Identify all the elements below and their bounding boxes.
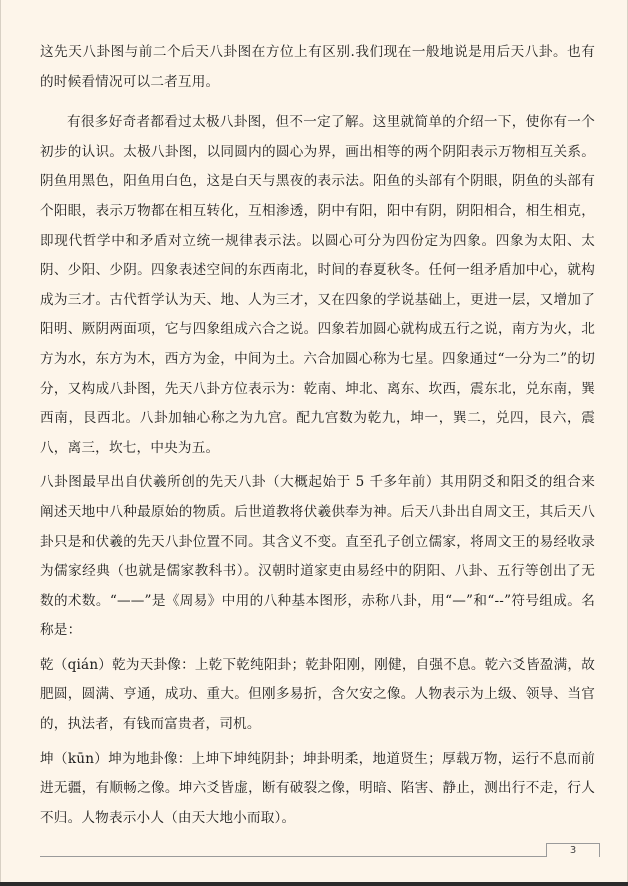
paragraph-kun: 坤（kūn）坤为地卦像：上坤下坤纯阴卦；坤卦明柔，地道贤生；厚载万物，运行不息而前进无疆，有顺畅之像。坤六爻皆虚，断有破裂之像，明暗、陷害、静止，测出行不走，行人不归。人物表示小人（由天大地小而取）。: [40, 750, 595, 826]
page-bottom-edge: [0, 882, 628, 886]
paragraph-bagua-origin: 八卦图最早出自伏羲所创的先天八卦（大概起始于 5 千多年前）其用阴爻和阳爻的组合来阐述天地中八种最原始的物质。后世道教将伏羲供奉为神。后天八卦出自周文王，其后天八卦只是和伏羲的先天八卦位置不同。其含义不变。直至孔子创立儒家，将周文王的易经收录为儒家经典（也就是儒家教科书）。汉朝时道家吏由易经中的阴阳、八卦、五行等创出了无数的术数。“——”是《周易》中用的八种基本图形，赤称八卦，用“—”和“--”符号组成。名称是：: [40, 474, 595, 639]
footer-rule: [40, 856, 600, 857]
paragraph-qian: 乾（qián）乾为天卦像：上乾下乾纯阳卦；乾卦阳刚，刚健，自强不息。乾六爻皆盈满，故肥圆，圆满、亨通，成功、重大。但刚多易折，含欠安之像。人物表示为上级、领导、当官的，执法者，有钱而富贵者，司机。: [40, 656, 595, 733]
paragraph-taiji: 有很多好奇者都看过太极八卦图，但不一定了解。这里就简单的介绍一下，使你有一个初步的认识。太极八卦图，以同圆内的圆心为界，画出相等的两个阴阳表示万物相互关系。阴鱼用黑色，阳鱼用白色，这是白天与黑夜的表示法。阳鱼的头部有个阴眼，阴鱼的头部有个阳眼，表示万物都在相互转化，互相渗透，阴中有阳，阳中有阴，阴阳相合，相生相克，即现代哲学中和矛盾对立统一规律表示法。以圆心可分为四份定为四象。四象为太阳、太阴、少阳、少阴。四象表述空间的东西南北，时间的春夏秋冬。任何一组矛盾加中心，就构成为三才。古代哲学认为天、地、人为三才，又在四象的学说基础上，更进一层，又增加了阳明、厥阴两面项，它与四象组成六合之说。四象若加圆心就构成五行之说，南方为火，北方为水，东方为木，西方为金，中间为土。六合加圆心称为七星。四象通过“一分为二”的切分，又构成八卦图，先天八卦方位表示为：乾南、坤北、离东、坎西，震东北，兑东南，巽西南，艮西北。八卦加轴心称之为九宫。配九宫数为乾九，坤一，巽二，兑四，艮六，震八，离三，坎七，中央为五。: [40, 114, 595, 456]
paragraph-intro: 这先天八卦图与前二个后天八卦图在方位上有区别.我们现在一般地说是用后天八卦。也有的时候看情况可以二者互用。: [40, 44, 595, 90]
document-body: [40, 38, 595, 833]
page-number: 3: [546, 843, 600, 857]
